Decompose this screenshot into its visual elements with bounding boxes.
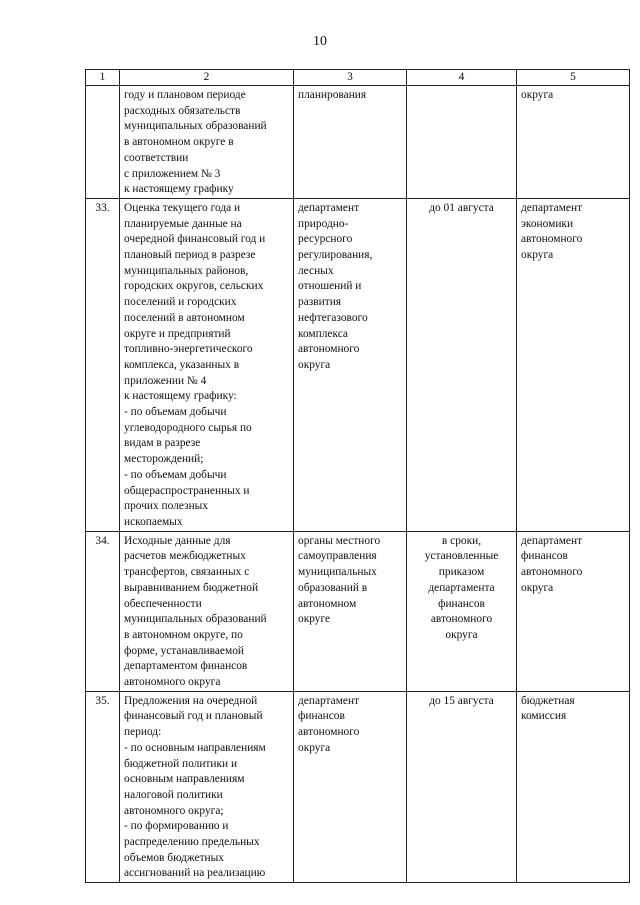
row-responsible: органы местного самоуправления муниципальных образований в автономном округе (294, 531, 407, 691)
row-description: Предложения на очередной финансовый год и плановый период: - по основным направлениям бюджетной политики и основным направлениям налоговой политики автономного округа; - по формированию и распределению предельных объемов бюджетных ассигнований на реализацию (120, 691, 294, 882)
table-row-continuation (86, 86, 630, 199)
row-number (86, 86, 120, 199)
column-header-3: 3 (294, 70, 407, 86)
row-number: 35. (86, 691, 120, 882)
row-recipient: округа (517, 86, 630, 199)
table-row (86, 691, 630, 882)
row-recipient: департамент финансов автономного округа (517, 531, 630, 691)
page-number: 10 (313, 34, 327, 49)
row-number: 33. (86, 198, 120, 531)
table-row (86, 198, 630, 531)
row-deadline: до 15 августа (407, 691, 517, 882)
row-recipient: департамент экономики автономного округа (517, 198, 630, 531)
table-header-row (86, 70, 630, 86)
table-row (86, 531, 630, 691)
row-deadline (407, 86, 517, 199)
row-description: Оценка текущего года и планируемые данные на очередной финансовый год и плановый период в разрезе муниципальных районов, городских округов, сельских поселений и городских поселений в автономном округе и предприятий топливно-энергетического комплекса, указанных в приложении № 4 к настоящему графику: - по объемам добычи углеводородного сырья по видам в разрезе месторождений; - по объемам добычи общераспространенных и прочих полезных ископаемых (120, 198, 294, 531)
row-deadline: до 01 августа (407, 198, 517, 531)
row-description: Исходные данные для расчетов межбюджетных трансфертов, связанных с выравниванием бюджетной обеспеченности муниципальных образований в автономном округе, по форме, устанавливаемой департаментом финансов автономного округа (120, 531, 294, 691)
column-header-4: 4 (407, 70, 517, 86)
row-description: году и плановом периоде расходных обязательств муниципальных образований в автономном округе в соответствии с приложением № 3 к настоящему графику (120, 86, 294, 199)
row-responsible: департамент природно- ресурсного регулирования, лесных отношений и развития нефтегазового комплекса автономного округа (294, 198, 407, 531)
row-responsible: департамент финансов автономного округа (294, 691, 407, 882)
schedule-table (85, 69, 630, 883)
column-header-5: 5 (517, 70, 630, 86)
column-header-1: 1 (86, 70, 120, 86)
row-recipient: бюджетная комиссия (517, 691, 630, 882)
row-number: 34. (86, 531, 120, 691)
column-header-2: 2 (120, 70, 294, 86)
row-responsible: планирования (294, 86, 407, 199)
row-deadline: в сроки, установленные приказом департамента финансов автономного округа (407, 531, 517, 691)
